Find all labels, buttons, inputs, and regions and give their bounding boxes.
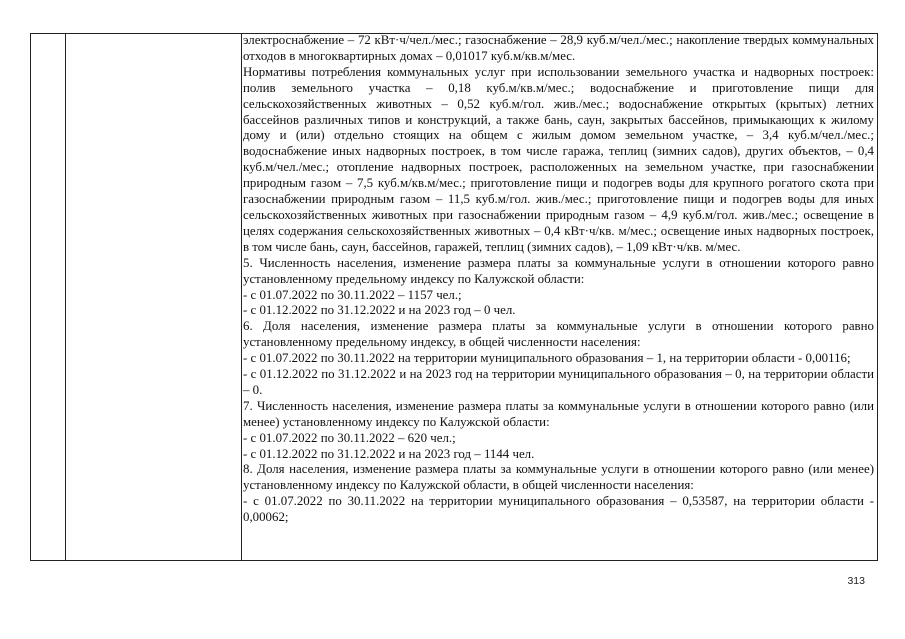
paragraph-item-8-period-1: - с 01.07.2022 по 30.11.2022 на территории муниципального образования – 0,53587, на территории области - 0,00062;: [243, 494, 874, 525]
paragraph-item-6-period-1: - с 01.07.2022 по 30.11.2022 на территории муниципального образования – 1, на территории области - 0,00116;: [243, 351, 851, 366]
page-number: 313: [847, 575, 865, 587]
paragraph-item-7-period-1: - с 01.07.2022 по 30.11.2022 – 620 чел.;: [243, 430, 456, 445]
paragraph-land-plot-norms: Нормативы потребления коммунальных услуг при использовании земельного участка и надворных построек: полив земельного участка – 0,18 куб.м/кв.м/мес.; водоснабжение и приготовление пищи для сельскохозяйственных животных – 0,52 куб.м/гол. жив./мес.; водоснабжение открытых (крытых) летних бассейнов различных типов и конструкций, а также бань, саун, закрытых бассейнов, примыкающих к жилому дому и (или) отдельно стоящих на общем с жилым домом земельном участке, – 3,4 куб.м/чел./мес.; водоснабжение иных надворных построек, в том числе гаража, теплиц (зимних садов), других объектов, – 0,4 куб.м/чел./мес.; отопление надворных построек, расположенных на земельном участке, при газоснабжении природным газом – 7,5 куб.м/кв.м/мес.; приготовление пищи и подогрев воды для крупного рогатого скота при газоснабжении природным газом – 11,5 куб.м/гол. жив./мес.; приготовление пищи и подогрев воды для иных сельскохозяйственных животных при газоснабжении природным газом – 4,9 куб.м/гол. жив./мес.; освещение в целях содержания сельскохозяйственных животных – 0,4 кВт·ч/кв. м/мес.; освещение иных надворных построек, в том числе бань, саун, бассейнов, гаражей, теплиц (зимних садов), – 1,09 кВт·ч/кв. м/мес.: [243, 64, 874, 254]
paragraph-item-7-period-2: - с 01.12.2022 по 31.12.2022 и на 2023 год – 1144 чел.: [243, 446, 535, 461]
table-column-divider-1: [65, 34, 66, 560]
paragraph-item-5-heading: 5. Численность населения, изменение размера платы за коммунальные услуги в отношении которого равно установленному предельному индексу по Калужской области:: [243, 255, 874, 286]
paragraph-item-6-heading: 6. Доля населения, изменение размера платы за коммунальные услуги в отношении которого равно установленному предельному индексу, в общей численности населения:: [243, 319, 874, 350]
table-column-divider-2: [241, 34, 242, 560]
paragraph-item-7-heading: 7. Численность населения, изменение размера платы за коммунальные услуги в отношении которого равно (или менее) установленному индексу по Калужской области:: [243, 398, 874, 429]
paragraph-item-5-period-2: - с 01.12.2022 по 31.12.2022 и на 2023 год – 0 чел.: [243, 303, 516, 318]
paragraph-item-8-heading: 8. Доля населения, изменение размера платы за коммунальные услуги в отношении которого равно (или менее) установленному индексу по Калужской области, в общей численности населения:: [243, 462, 874, 493]
paragraph-item-6-period-2: - с 01.12.2022 по 31.12.2022 и на 2023 год на территории муниципального образования – 0, на территории области – 0.: [243, 367, 874, 397]
paragraph-utilities-norms-end: электроснабжение – 72 кВт·ч/чел./мес.; газоснабжение – 28,9 куб.м/чел./мес.; накопление твердых коммунальных отходов в многоквартирных домах – 0,01017 куб.м/кв.м/мес.: [243, 33, 874, 63]
table-text-cell: [243, 33, 874, 526]
paragraph-item-5-period-1: - с 01.07.2022 по 30.11.2022 – 1157 чел.;: [243, 287, 462, 302]
